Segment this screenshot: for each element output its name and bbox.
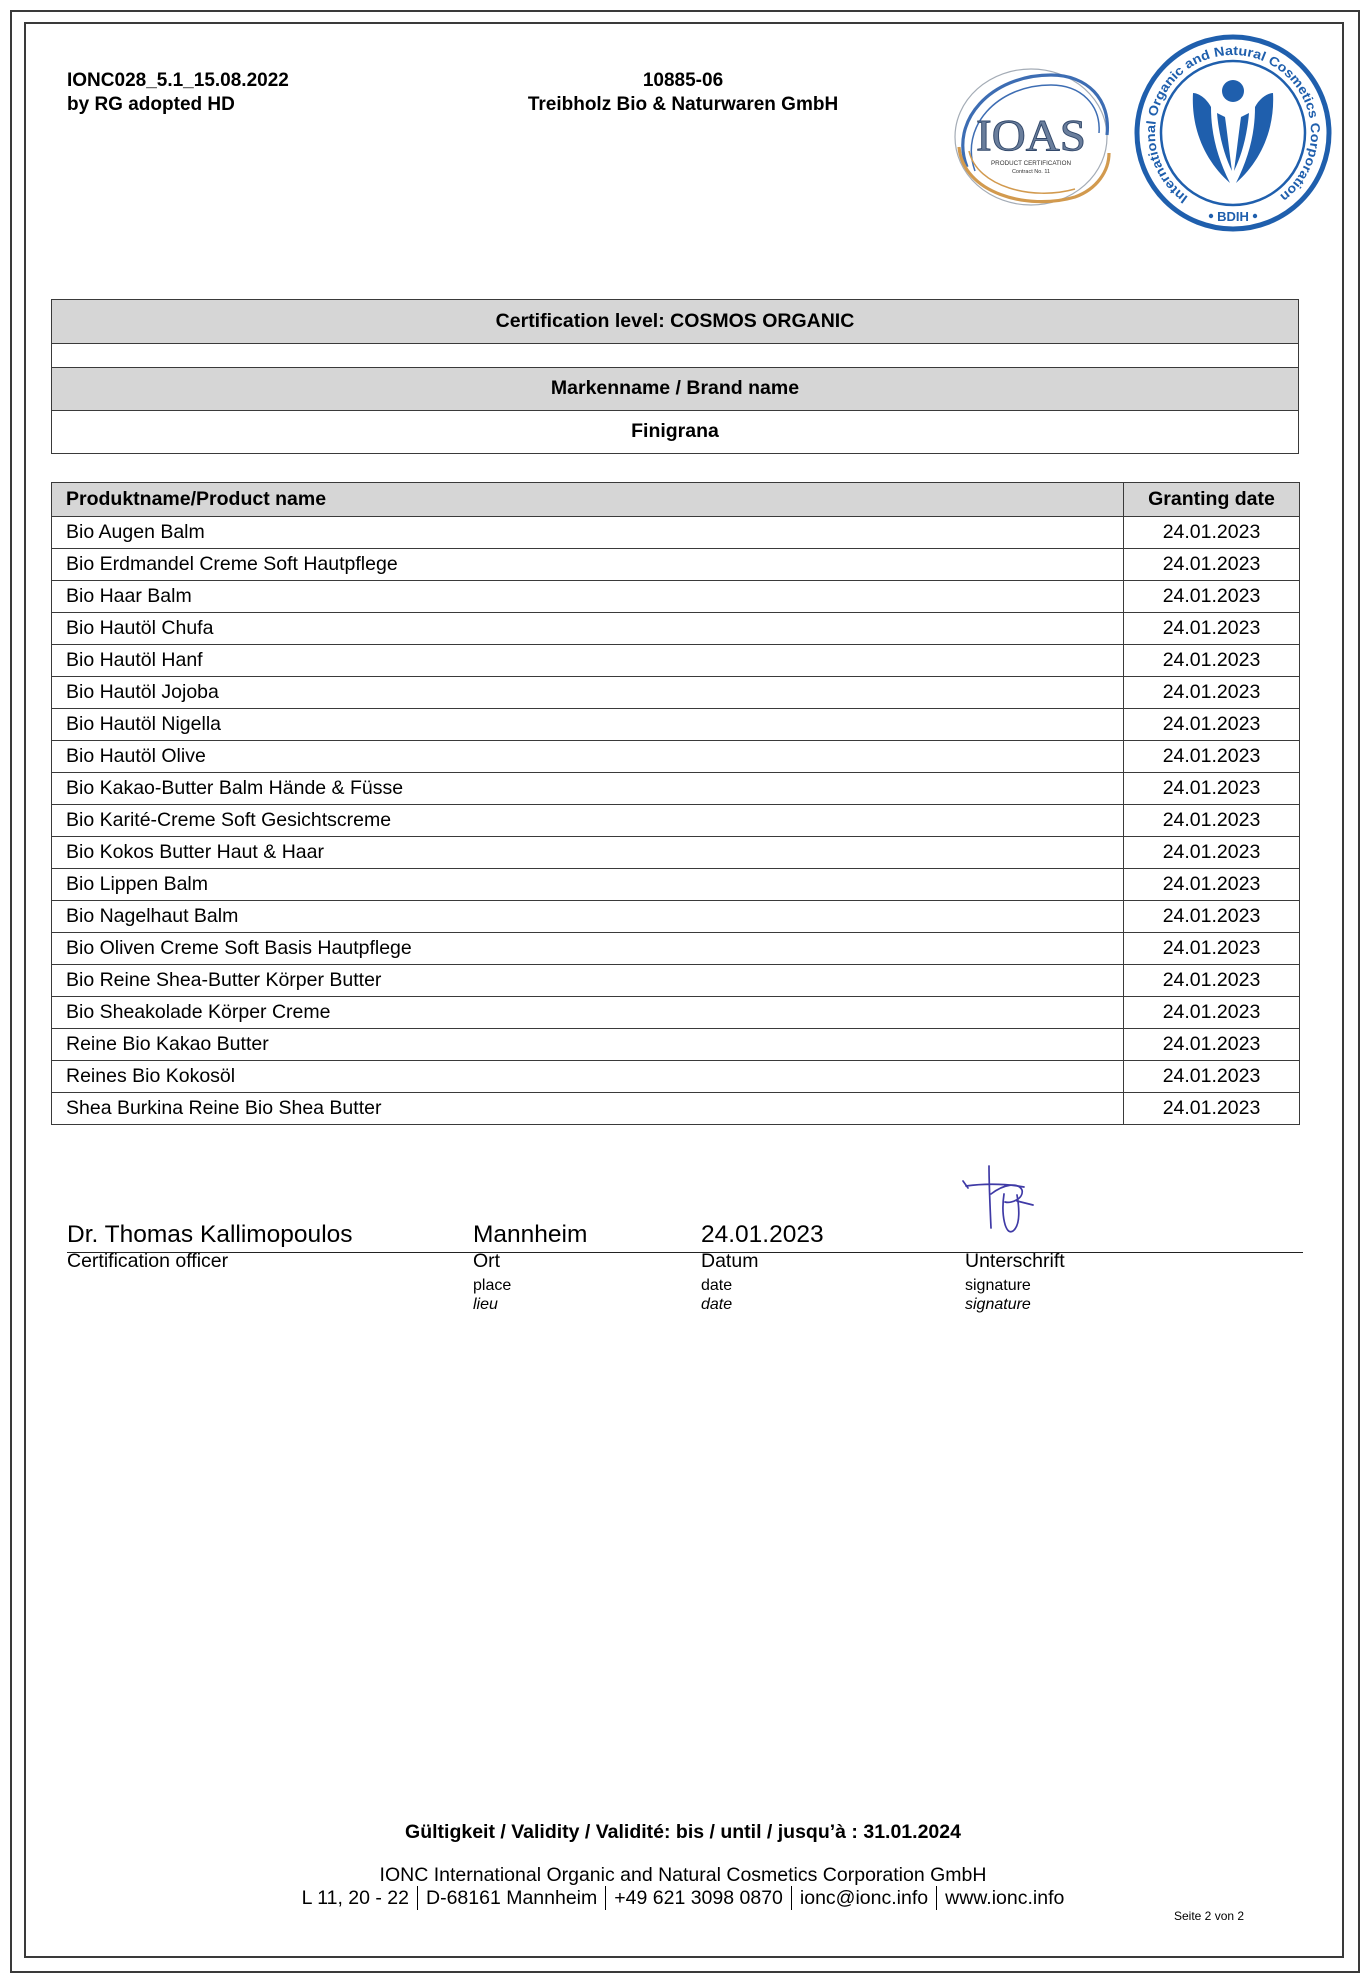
- certificate-holder: [433, 69, 933, 117]
- granting-date: 24.01.2023: [1124, 837, 1300, 869]
- footer-company: IONC International Organic and Natural Cosmetics Corporation GmbH: [379, 1864, 987, 1886]
- table-row: [52, 741, 1300, 773]
- signature-label-fr: signature: [965, 1296, 1031, 1313]
- product-name: Bio Kokos Butter Haut & Haar: [52, 837, 1124, 869]
- table-row: [52, 869, 1300, 901]
- product-name: Reines Bio Kokosöl: [52, 1061, 1124, 1093]
- adopted-by: by RG adopted HD: [67, 94, 235, 115]
- table-header-row: [52, 483, 1300, 517]
- column-header-product: Produktname/Product name: [52, 483, 1124, 517]
- product-name: Bio Sheakolade Körper Creme: [52, 997, 1124, 1029]
- granting-date: 24.01.2023: [1124, 965, 1300, 997]
- product-name: Bio Hautöl Hanf: [52, 645, 1124, 677]
- granting-date: 24.01.2023: [1124, 613, 1300, 645]
- granting-date: 24.01.2023: [1124, 901, 1300, 933]
- bdih-ring-text: International Organic and Natural Cosmetics Corporation: [1142, 42, 1324, 207]
- table-row: [52, 517, 1300, 549]
- date-value: 24.01.2023: [701, 1221, 824, 1248]
- company-name: Treibholz Bio & Naturwaren GmbH: [527, 94, 839, 115]
- brand-row: [52, 411, 1299, 454]
- brand-header: Markenname / Brand name: [52, 368, 1299, 411]
- granting-date: 24.01.2023: [1124, 517, 1300, 549]
- table-row: [52, 805, 1300, 837]
- granting-date: 24.01.2023: [1124, 581, 1300, 613]
- granting-date: 24.01.2023: [1124, 549, 1300, 581]
- product-name: Bio Oliven Creme Soft Basis Hautpflege: [52, 933, 1124, 965]
- place-value: Mannheim: [473, 1221, 588, 1248]
- date-label-fr: date: [701, 1296, 733, 1313]
- address-email: ionc@ionc.info: [791, 1886, 936, 1910]
- certification-table: [51, 299, 1299, 454]
- ioas-wordmark: IOAS: [976, 111, 1086, 160]
- officer-name: Dr. Thomas Kallimopoulos: [67, 1221, 353, 1248]
- address-street: L 11, 20 - 22: [301, 1887, 409, 1909]
- certification-level-row: [52, 300, 1299, 344]
- table-row: [52, 645, 1300, 677]
- address-city: D-68161 Mannheim: [417, 1886, 605, 1910]
- product-name: Bio Augen Balm: [52, 517, 1124, 549]
- table-row: [52, 997, 1300, 1029]
- officer-label: Certification officer: [67, 1250, 229, 1272]
- granting-date: 24.01.2023: [1124, 805, 1300, 837]
- product-name: Bio Hautöl Jojoba: [52, 677, 1124, 709]
- product-name: Shea Burkina Reine Bio Shea Butter: [52, 1093, 1124, 1125]
- product-name: Bio Erdmandel Creme Soft Hautpflege: [52, 549, 1124, 581]
- bdih-logo-icon: [1133, 33, 1333, 233]
- table-row: [52, 581, 1300, 613]
- granting-date: 24.01.2023: [1124, 773, 1300, 805]
- table-row: [52, 709, 1300, 741]
- brand-header-row: [52, 368, 1299, 411]
- ioas-tagline: PRODUCT CERTIFICATION: [991, 160, 1072, 167]
- table-row: [52, 933, 1300, 965]
- column-header-date: Granting date: [1124, 483, 1300, 517]
- brand-name: Finigrana: [52, 411, 1299, 454]
- place-label-en: place: [473, 1277, 512, 1294]
- address-phone: +49 621 3098 0870: [605, 1886, 791, 1910]
- granting-date: 24.01.2023: [1124, 869, 1300, 901]
- granting-date: 24.01.2023: [1124, 741, 1300, 773]
- product-table: [51, 482, 1300, 1125]
- table-row: [52, 965, 1300, 997]
- product-name: Bio Hautöl Nigella: [52, 709, 1124, 741]
- address-website: www.ionc.info: [936, 1886, 1072, 1910]
- table-row: [52, 901, 1300, 933]
- document-reference: [67, 69, 289, 117]
- product-name: Bio Kakao-Butter Balm Hände & Füsse: [52, 773, 1124, 805]
- granting-date: 24.01.2023: [1124, 997, 1300, 1029]
- product-name: Reine Bio Kakao Butter: [52, 1029, 1124, 1061]
- footer-address: [0, 1886, 1366, 1910]
- bdih-mark: BDIH: [1217, 209, 1249, 224]
- table-row: [52, 837, 1300, 869]
- product-name: Bio Reine Shea-Butter Körper Butter: [52, 965, 1124, 997]
- granting-date: 24.01.2023: [1124, 1061, 1300, 1093]
- place-label-de: Ort: [473, 1250, 501, 1272]
- ioas-logo-icon: [947, 55, 1115, 215]
- validity-statement: Gültigkeit / Validity / Validité: bis / until / jusqu’à : 31.01.2024: [405, 1821, 961, 1843]
- granting-date: 24.01.2023: [1124, 933, 1300, 965]
- handwritten-signature: [960, 1164, 1044, 1248]
- date-label-en: date: [701, 1277, 733, 1294]
- granting-date: 24.01.2023: [1124, 1093, 1300, 1125]
- signature-label-en: signature: [965, 1277, 1031, 1294]
- spacer-row: [52, 344, 1299, 368]
- product-name: Bio Hautöl Chufa: [52, 613, 1124, 645]
- granting-date: 24.01.2023: [1124, 645, 1300, 677]
- place-label-fr: lieu: [473, 1296, 498, 1313]
- table-row: [52, 773, 1300, 805]
- product-name: Bio Karité-Creme Soft Gesichtscreme: [52, 805, 1124, 837]
- product-name: Bio Nagelhaut Balm: [52, 901, 1124, 933]
- empty-cell: [52, 344, 1299, 368]
- date-label-de: Datum: [701, 1250, 759, 1272]
- document-id: IONC028_5.1_15.08.2022: [67, 70, 289, 91]
- product-name: Bio Haar Balm: [52, 581, 1124, 613]
- table-row: [52, 1029, 1300, 1061]
- certification-level: Certification level: COSMOS ORGANIC: [52, 300, 1299, 344]
- table-row: [52, 677, 1300, 709]
- table-row: [52, 1061, 1300, 1093]
- table-row: [52, 549, 1300, 581]
- certificate-number: 10885-06: [642, 70, 724, 91]
- granting-date: 24.01.2023: [1124, 677, 1300, 709]
- page-number: Seite 2 von 2: [1174, 1909, 1245, 1923]
- signature-line: [67, 1252, 1303, 1253]
- granting-date: 24.01.2023: [1124, 1029, 1300, 1061]
- table-row: [52, 1093, 1300, 1125]
- product-name: Bio Hautöl Olive: [52, 741, 1124, 773]
- product-name: Bio Lippen Balm: [52, 869, 1124, 901]
- granting-date: 24.01.2023: [1124, 709, 1300, 741]
- signature-label-de: Unterschrift: [965, 1250, 1065, 1272]
- ioas-contract: Contract No. 11: [1011, 169, 1051, 175]
- table-row: [52, 613, 1300, 645]
